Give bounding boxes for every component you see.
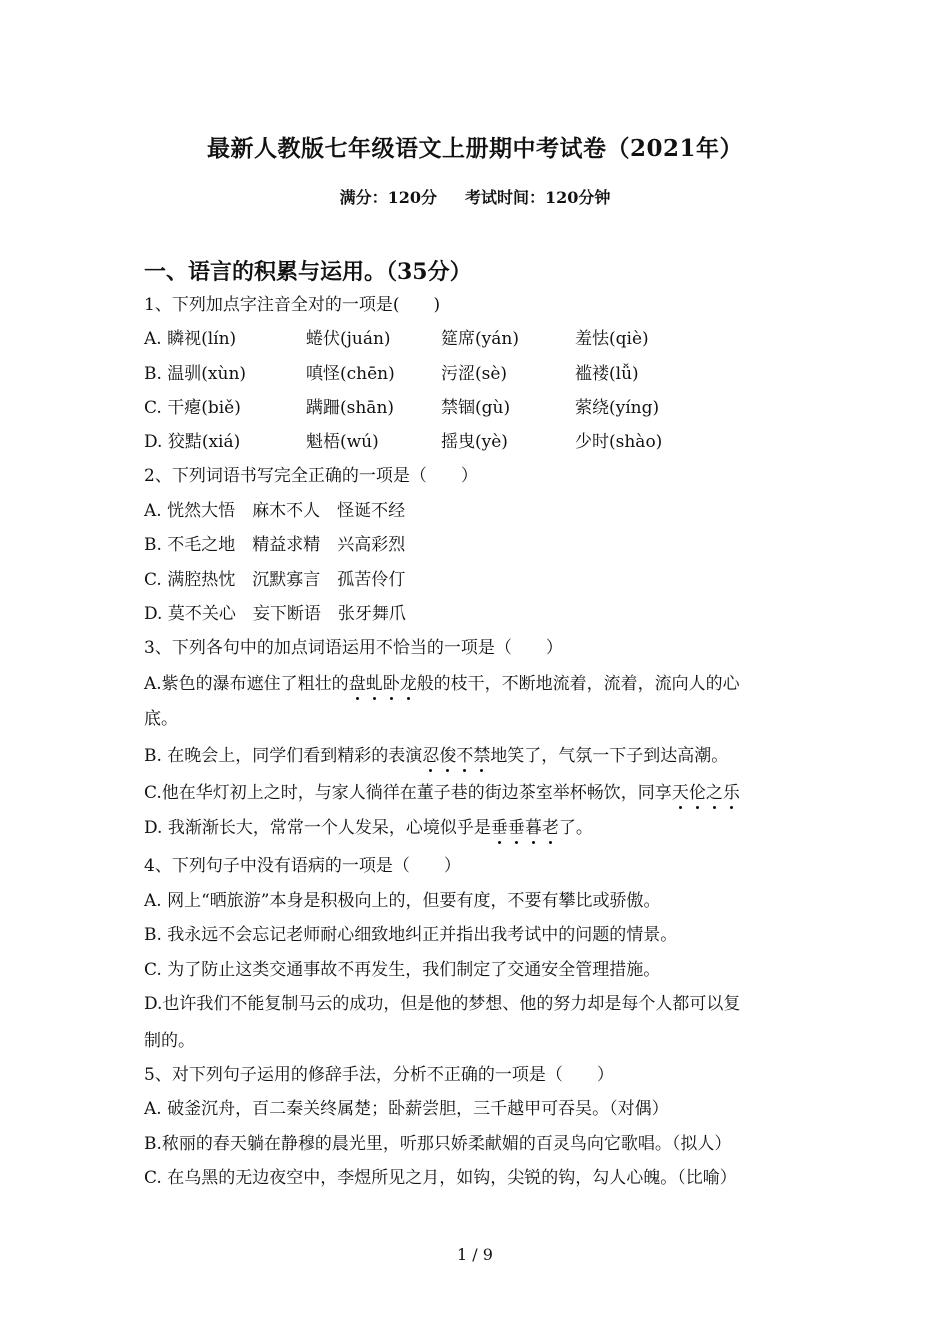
dotted-char: 乐 [722, 783, 740, 803]
q1-option-d-2: 魁梧(wú) [306, 432, 379, 452]
q1-option-c-1: C. 干瘪(biě) [144, 398, 241, 418]
dotted-char: 暮 [524, 818, 542, 838]
q3-b-text: B. 在晚会上，同学们看到精彩的表演 [144, 746, 423, 766]
q3-c-dotted-word [672, 783, 740, 803]
dotted-char: 伦 [688, 783, 706, 803]
q3-option-a [144, 676, 740, 693]
dotted-char: 俊 [439, 746, 457, 766]
q4-option-b: B. 我永远不会忘记老师耐心细致地纠正并指出我考试中的问题的情景。 [144, 925, 678, 945]
q3-a-dotted-word [349, 674, 417, 694]
q1-option-a-3: 筵席(yán) [441, 329, 519, 349]
dotted-char: 卧 [382, 674, 400, 694]
q1-option-d-3: 摇曳(yè) [441, 432, 508, 452]
q1-option-a-4: 羞怯(qiè) [575, 329, 649, 349]
dotted-char: 虬 [365, 674, 383, 694]
dotted-char: 垂 [490, 818, 508, 838]
exam-info [0, 185, 950, 208]
q3-option-c [144, 785, 740, 802]
question-4-stem: 4、下列句子中没有语病的一项是（ ） [144, 856, 461, 876]
question-1-stem: 1、下列加点字注音全对的一项是( ) [144, 295, 441, 315]
q3-a-text: A.紫色的瀑布遮住了粗壮的 [144, 674, 349, 694]
page-number: 1 / 9 [457, 1245, 493, 1264]
dotted-char: 老 [541, 818, 559, 838]
q1-option-d-4: 少时(shào) [575, 432, 663, 452]
q2-option-b: B. 不毛之地 精益求精 兴高彩烈 [144, 535, 406, 555]
q1-option-c-2: 蹒跚(shān) [306, 398, 395, 418]
dotted-char: 垂 [507, 818, 525, 838]
question-3-stem: 3、下列各句中的加点词语运用不恰当的一项是（ ） [144, 638, 563, 658]
q1-option-b-4: 褴褛(lǚ) [575, 364, 639, 384]
q4-option-d-cont: 制的。 [144, 1031, 195, 1051]
q3-option-d [144, 820, 593, 837]
q1-option-d-1: D. 狡黠(xiá) [144, 432, 241, 452]
question-5-stem: 5、对下列句子运用的修辞手法，分析不正确的一项是（ ） [144, 1065, 614, 1085]
section-heading: 一、语言的积累与运用。（35分） [144, 259, 472, 285]
q3-b-text-end: 地笑了，气氛一下子到达高潮。 [490, 746, 729, 766]
q2-option-d: D. 莫不关心 妄下断语 张牙舞爪 [144, 604, 406, 624]
dotted-char: 不 [456, 746, 474, 766]
question-2-stem: 2、下列词语书写完全正确的一项是（ ） [144, 466, 478, 486]
q4-option-c: C. 为了防止这类交通事故不再发生，我们制定了交通安全管理措施。 [144, 960, 661, 980]
dotted-char: 龙 [399, 674, 417, 694]
q3-option-b [144, 748, 728, 765]
q1-option-a-1: A. 瞵视(lín) [144, 329, 237, 349]
dotted-char: 之 [705, 783, 723, 803]
q5-option-b: B.秾丽的春天躺在静穆的晨光里，听那只娇柔献媚的百灵鸟向它歌唱。（拟人） [144, 1134, 732, 1154]
q1-option-b-3: 污涩(sè) [441, 364, 508, 384]
q1-option-c-3: 禁锢(gù) [441, 398, 511, 418]
page-title: 最新人教版七年级语文上册期中考试卷（2021年） [206, 135, 743, 162]
full-score: 满分：120分 [339, 188, 437, 207]
dotted-char: 盘 [348, 674, 366, 694]
q4-option-a: A. 网上“晒旅游”本身是积极向上的，但要有度，不要有攀比或骄傲。 [144, 891, 661, 911]
q3-b-dotted-word [422, 746, 490, 766]
q2-option-c: C. 满腔热忱 沉默寡言 孤苦伶仃 [144, 570, 406, 590]
q3-d-text-end: 了。 [558, 818, 593, 838]
dotted-char: 忍 [422, 746, 440, 766]
q3-d-text: D. 我渐渐长大，常常一个人发呆，心境似乎是 [144, 818, 491, 838]
q1-option-c-4: 萦绕(yíng) [575, 398, 660, 418]
q3-a-text-end: 般的枝干，不断地流着，流着，流向人的心 [416, 674, 740, 694]
q3-c-text: C.他在华灯初上之时，与家人徜徉在董子巷的街边茶室举杯畅饮，同享 [144, 783, 672, 803]
q2-option-a: A. 恍然大悟 麻木不人 怪诞不经 [144, 501, 406, 521]
q5-option-a: A. 破釜沉舟，百二秦关终属楚；卧薪尝胆，三千越甲可吞吴。（对偶） [144, 1099, 669, 1119]
dotted-char: 天 [671, 783, 689, 803]
q1-option-b-2: 嗔怪(chēn) [306, 364, 395, 384]
dotted-char: 禁 [473, 746, 491, 766]
q3-option-a-cont: 底。 [144, 709, 178, 729]
q5-option-c: C. 在乌黑的无边夜空中，李煜所见之月，如钩，尖锐的钩，勾人心魄。（比喻） [144, 1168, 737, 1188]
exam-time: 考试时间：120分钟 [465, 188, 611, 207]
q4-option-d: D.也许我们不能复制马云的成功，但是他的梦想、他的努力却是每个人都可以复 [144, 994, 741, 1014]
q1-option-a-2: 蜷伏(juán) [306, 329, 391, 349]
q1-option-b-1: B. 温驯(xùn) [144, 364, 247, 384]
q3-d-dotted-word [491, 818, 559, 838]
